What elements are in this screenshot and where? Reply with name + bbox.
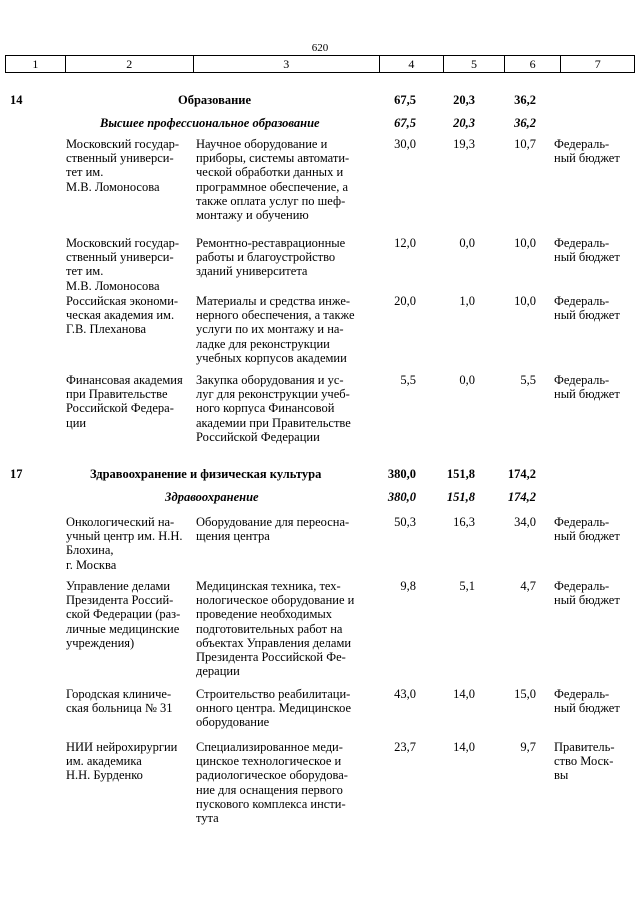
- value-col5: 0,0: [459, 373, 475, 387]
- column-header: 2: [66, 56, 194, 72]
- value-col5: 151,8: [446, 467, 475, 481]
- organization: Российская экономи- ческая академия им. Г.В. Плеханова: [66, 294, 179, 337]
- description: Материалы и средства инже- нерного обеспечения, а также услуги по их монтажу и на- ладке для реконструкции учебных корпусов академии: [196, 294, 355, 365]
- value-col5: 16,3: [453, 515, 475, 529]
- value-col5: 0,0: [459, 236, 475, 250]
- value-col6: 10,0: [514, 236, 536, 250]
- value-col4: 43,0: [394, 687, 416, 701]
- value-col5: 20,3: [453, 93, 475, 107]
- value-col4: 9,8: [400, 579, 416, 593]
- organization: Московский государ- ственный универси- тет им. М.В. Ломоносова: [66, 137, 180, 194]
- value-col4: 12,0: [394, 236, 416, 250]
- column-header: 1: [6, 56, 66, 72]
- value-col5: 14,0: [453, 687, 475, 701]
- value-col4: 50,3: [394, 515, 416, 529]
- value-col4: 5,5: [400, 373, 416, 387]
- subsection-title: Высшее профессиональное образование: [100, 116, 320, 130]
- value-col4: 23,7: [394, 740, 416, 754]
- column-header: 3: [194, 56, 380, 72]
- funding-source: Федераль- ный бюджет: [554, 579, 620, 608]
- description: Ремонтно-реставрационные работы и благоустройство зданий университета: [196, 236, 346, 279]
- value-col5: 151,8: [446, 490, 475, 504]
- section-number: 14: [10, 93, 23, 107]
- column-header: 4: [380, 56, 445, 72]
- section-number: 17: [10, 467, 23, 481]
- value-col6: 10,0: [514, 294, 536, 308]
- value-col6: 174,2: [507, 490, 536, 504]
- funding-source: Федераль- ный бюджет: [554, 294, 620, 323]
- description: Научное оборудование и приборы, системы автомати- ческой обработки данных и программное обеспечение, а также оплата услуг по шеф- монтажу и обучению: [196, 137, 350, 223]
- subsection-title: Здравоохранение: [165, 490, 259, 504]
- page-number: 620: [311, 42, 329, 54]
- value-col4: 380,0: [387, 490, 416, 504]
- value-col5: 20,3: [453, 116, 475, 130]
- organization: Московский государ- ственный универси- тет им. М.В. Ломоносова: [66, 236, 180, 293]
- description: Специализированное меди- цинское технологическое и радиологическое оборудова- ние для оснащения первого пускового комплекса инсти- тута: [196, 740, 348, 826]
- description: Оборудование для переосна- щения центра: [196, 515, 350, 544]
- value-col6: 15,0: [514, 687, 536, 701]
- funding-source: Федераль- ный бюджет: [554, 515, 620, 544]
- organization: Финансовая академия при Правительстве Российской Федера- ции: [66, 373, 183, 430]
- value-col4: 67,5: [394, 116, 416, 130]
- funding-source: Правитель- ство Моск- вы: [554, 740, 615, 783]
- value-col5: 19,3: [453, 137, 475, 151]
- column-header: 6: [505, 56, 562, 72]
- value-col6: 174,2: [507, 467, 536, 481]
- description: Закупка оборудования и ус- луг для реконструкции учеб- ного корпуса Финансовой академии при Правительстве Российской Федерации: [196, 373, 351, 444]
- value-col6: 36,2: [514, 116, 536, 130]
- value-col5: 5,1: [459, 579, 475, 593]
- column-header: 5: [444, 56, 505, 72]
- description: Строительство реабилитаци- онного центра. Медицинское оборудование: [196, 687, 352, 730]
- value-col5: 14,0: [453, 740, 475, 754]
- value-col5: 1,0: [459, 294, 475, 308]
- funding-source: Федераль- ный бюджет: [554, 373, 620, 402]
- value-col6: 4,7: [520, 579, 536, 593]
- organization: Городская клиниче- ская больница № 31: [66, 687, 173, 716]
- description: Медицинская техника, тех- нологическое оборудование и проведение необходимых подготовительных работ на объектах Управления делами Президента Российской Фе- дерации: [196, 579, 355, 679]
- value-col6: 9,7: [520, 740, 536, 754]
- funding-source: Федераль- ный бюджет: [554, 137, 620, 166]
- funding-source: Федераль- ный бюджет: [554, 687, 620, 716]
- value-col6: 5,5: [520, 373, 536, 387]
- value-col4: 67,5: [394, 93, 416, 107]
- column-header-row: [5, 55, 635, 73]
- column-header: 7: [594, 57, 601, 71]
- section-title: Образование: [178, 93, 252, 107]
- value-col6: 10,7: [514, 137, 536, 151]
- value-col4: 30,0: [394, 137, 416, 151]
- value-col4: 20,0: [394, 294, 416, 308]
- organization: НИИ нейрохирургии им. академика Н.Н. Бурденко: [66, 740, 178, 783]
- organization: Управление делами Президента Россий- ской Федерации (раз- личные медицинские учреждения): [66, 579, 181, 650]
- value-col6: 36,2: [514, 93, 536, 107]
- value-col6: 34,0: [514, 515, 536, 529]
- funding-source: Федераль- ный бюджет: [554, 236, 620, 265]
- organization: Онкологический на- учный центр им. Н.Н. Блохина, г. Москва: [66, 515, 183, 572]
- section-title: Здравоохранение и физическая культура: [90, 467, 322, 481]
- value-col4: 380,0: [387, 467, 416, 481]
